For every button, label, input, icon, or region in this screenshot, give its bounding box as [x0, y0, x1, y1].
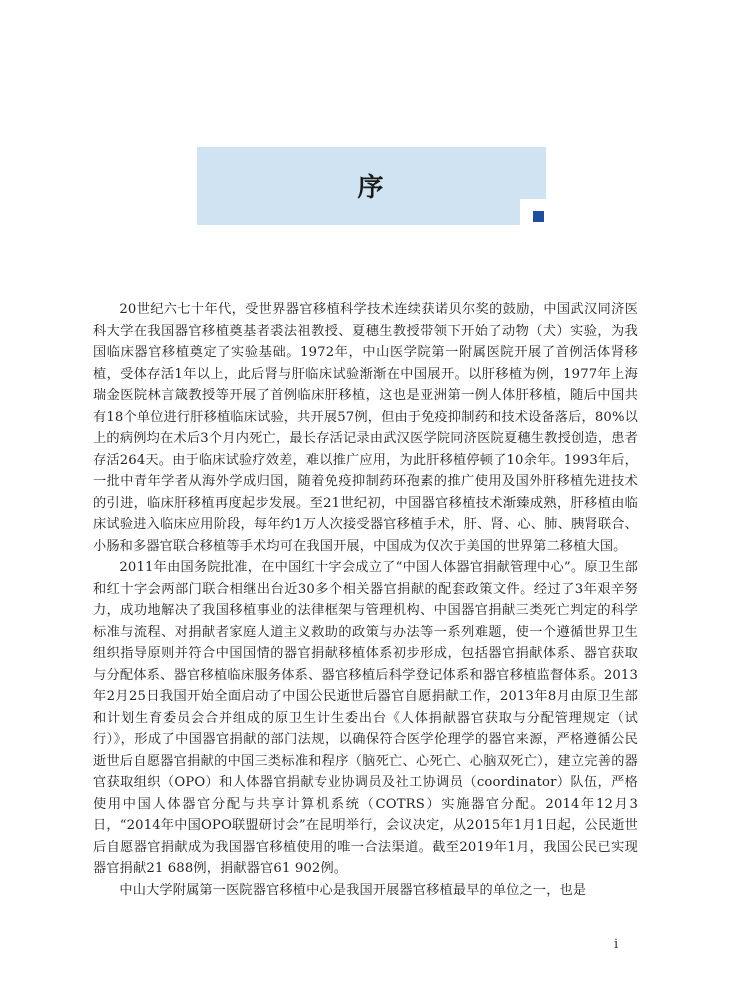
- paragraph: 2011年由国务院批准，在中国红十字会成立了“中国人体器官捐献管理中心”。原卫生部和红十字会两部门联合相继出台近30多个相关器官捐献的配套政策文件。经过了3年艰辛努力，成功地解决了我国移植事业的法律框架与管理机构、中国器官捐献三类死亡判定的科学标准与流程、对捐献者家庭人道主义救助的政策与办法等一系列难题，使一个遵循世界卫生组织指导原则并符合中国国情的器官捐献移植体系初步形成，包括器官捐献体系、器官获取与分配体系、器官移植临床服务体系、器官移植后科学登记体系和器官移植监督体系。2013年2月25日我国开始全面启动了中国公民逝世后器官自愿捐献工作，2013年8月由原卫生部和计划生育委员会合并组成的原卫生计生委出台《人体捐献器官获取与分配管理规定（试行）》，形成了中国器官捐献的部门法规，以确保符合医学伦理学的器官来源，严格遵循公民逝世后自愿器官捐献的中国三类标准和程序（脑死亡、心死亡、心脑双死亡），建立完善的器官获取组织（OPO）和人体器官捐献专业协调员及社工协调员（coordinator）队伍，严格使用中国人体器官分配与共享计算机系统（COTRS）实施器官分配。2014年12月3日，“2014年中国OPO联盟研讨会”在昆明举行，会议决定，从2015年1月1日起，公民逝世后自愿器官捐献成为我国器官移植使用的唯一合法渠道。截至2019年1月，我国公民已实现器官捐献21 688例，捐献器官61 902例。: [93, 560, 638, 876]
- page-number: i: [614, 937, 619, 952]
- paragraph: 中山大学附属第一医院器官移植中心是我国开展器官移植最早的单位之一，也是: [119, 882, 587, 898]
- title-banner: [197, 147, 546, 225]
- paragraph: 20世纪六七十年代，受世界器官移植科学技术连续获诺贝尔奖的鼓励，中国武汉同济医科大学在我国器官移植奠基者裘法祖教授、夏穗生教授带领下开始了动物（犬）实验，为我国临床器官移植奠定了实验基础。1972年，中山医学院第一附属医院开展了首例活体肾移植，受体存活1年以上，此后肾与肝临床试验渐渐在中国展开。以肝移植为例，1977年上海瑞金医院林言箴教授等开展了首例临床肝移植，这也是亚洲第一例人体肝移植，随后中国共有18个单位进行肝移植临床试验，共开展57例，但由于免疫抑制药和技术设备落后，80%以上的病例均在术后3个月内死亡，最长存活记录由武汉医学院同济医院夏穗生教授创造，患者存活264天。由于临床试验疗效差，难以推广应用，为此肝移植停顿了10余年。1993年后，一批中青年学者从海外学成归国，随着免疫抑制药环孢素的推广使用及国外肝移植先进技术的引进，临床肝移植再度起步发展。至21世纪初，中国器官移植技术渐臻成熟，肝移植由临床试验进入临床应用阶段，每年约1万人次接受器官移植手术，肝、肾、心、肺、胰肾联合、小肠和多器官联合移植等手术均可在我国开展，中国成为仅次于美国的世界第二移植大国。: [93, 302, 638, 554]
- body-text: [93, 299, 638, 901]
- decorative-square: [533, 211, 544, 222]
- page-title: 序: [357, 173, 386, 203]
